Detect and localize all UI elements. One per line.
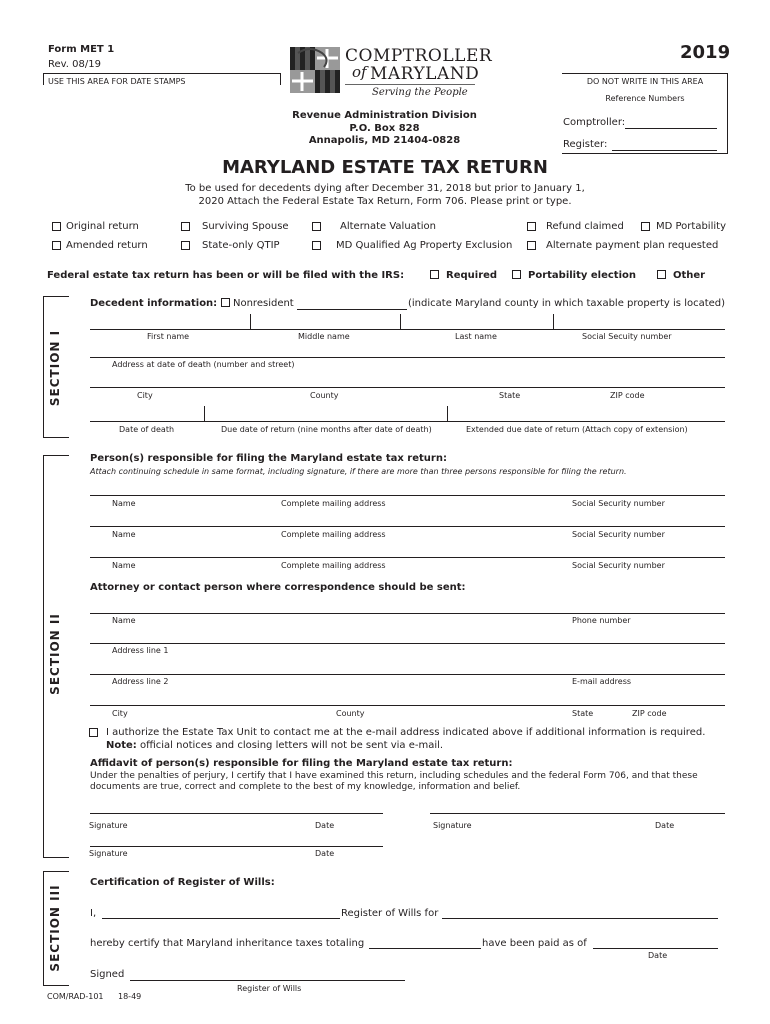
alternate-valuation-checkbox[interactable] (312, 222, 321, 231)
md-portability-label: MD Portability (656, 221, 726, 232)
logo-line2: MARYLAND (370, 64, 480, 84)
person-2-name-label: Name (112, 530, 136, 539)
portability-election-label: Portability election (528, 270, 636, 281)
date-stamp-area (43, 73, 280, 74)
po-box: P.O. Box 828 (349, 123, 420, 134)
nonresident-checkbox[interactable] (221, 298, 230, 307)
original-return-checkbox[interactable] (52, 222, 61, 231)
person-3-mailing-label: Complete mailing address (281, 561, 386, 570)
attorney-zip-label: ZIP code (632, 709, 667, 718)
attorney-address2-line[interactable] (90, 674, 725, 675)
amended-return-label: Amended return (66, 240, 148, 251)
state-qtip-checkbox[interactable] (181, 241, 190, 250)
attorney-phone-label: Phone number (572, 616, 631, 625)
logo-of: of (352, 63, 367, 81)
authorize-text: I authorize the Estate Tax Unit to contact me at the e-mail address indicated above if additional information is required. (106, 727, 706, 738)
last-name-label: Last name (455, 332, 497, 341)
md-portability-checkbox[interactable] (641, 222, 650, 231)
dates-line[interactable] (90, 421, 725, 422)
attorney-address2-label: Address line 2 (112, 677, 169, 686)
comptroller-label: Comptroller: (563, 117, 626, 128)
person-3-line[interactable] (90, 557, 725, 558)
due-date-label: Due date of return (nine months after date of death) (221, 425, 432, 434)
attorney-city-label: City (112, 709, 128, 718)
nonresident-label: Nonresident (233, 298, 294, 309)
other-checkbox[interactable] (657, 270, 666, 279)
division: Revenue Administration Division (292, 110, 477, 121)
person-1-mailing-label: Complete mailing address (281, 499, 386, 508)
person-2-mailing-label: Complete mailing address (281, 530, 386, 539)
certification-heading: Certification of Register of Wills: (90, 877, 275, 888)
attorney-email-label: E-mail address (572, 677, 632, 686)
paid-date-label: Date (648, 951, 668, 960)
register-label: Register: (563, 139, 608, 150)
attorney-name-line[interactable] (90, 613, 725, 614)
refund-claimed-label: Refund claimed (546, 221, 624, 232)
paid-date-field[interactable] (593, 948, 718, 949)
signature-3-line[interactable] (90, 846, 383, 847)
original-return-label: Original return (66, 221, 139, 232)
refund-claimed-checkbox[interactable] (527, 222, 536, 231)
amended-return-checkbox[interactable] (52, 241, 61, 250)
footer-number: 18-49 (118, 992, 142, 1001)
signature-1-label: Signature (89, 821, 128, 830)
attorney-city-line[interactable] (90, 705, 725, 706)
alt-payment-label: Alternate payment plan requested (546, 240, 719, 251)
register-name-field[interactable] (102, 918, 340, 919)
person-2-line[interactable] (90, 526, 725, 527)
attorney-heading: Attorney or contact person where correspondence should be sent: (90, 582, 466, 593)
form-title: MARYLAND ESTATE TAX RETURN (222, 157, 548, 178)
surviving-spouse-label: Surviving Spouse (202, 221, 289, 232)
name-line[interactable] (90, 329, 725, 330)
ssn-label: Social Secuity number (582, 332, 672, 341)
attorney-state-label: State (572, 709, 594, 718)
maryland-seal-icon (290, 47, 340, 93)
decedent-info-label: Decedent information: (90, 298, 218, 309)
year: 2019 (680, 42, 731, 63)
subtitle-line2: 2020 Attach the Federal Estate Tax Return, Form 706. Please print or type. (198, 196, 572, 207)
extended-due-label: Extended due date of return (Attach copy of extension) (466, 425, 688, 434)
taxes-total-field[interactable] (369, 948, 481, 949)
note-label: Note: (106, 740, 137, 751)
note-text: official notices and closing letters will not be sent via e-mail. (136, 740, 444, 751)
signature-3-label: Signature (89, 849, 128, 858)
logo-line1: COMPTROLLER (345, 46, 493, 66)
section-3-label: SECTION III (48, 884, 62, 972)
person-1-name-label: Name (112, 499, 136, 508)
register-county-field[interactable] (442, 918, 718, 919)
register-of-wills-label: Register of Wills (237, 984, 302, 993)
section-2-label: SECTION II (48, 613, 62, 695)
other-label: Other (673, 270, 706, 281)
affidavit-line1: Under the penalties of perjury, I certify that I have examined this return, including schedules and the federal Form 706, and that these (90, 771, 698, 781)
first-name-label: First name (147, 332, 190, 341)
register-of-wills-for: Register of Wills for (341, 908, 439, 919)
subtitle-line1: To be used for decedents dying after December 31, 2018 but prior to January 1, (185, 183, 585, 194)
authorize-email-checkbox[interactable] (89, 728, 98, 737)
md-ag-exclusion-checkbox[interactable] (312, 241, 321, 250)
city-label: City (137, 391, 153, 400)
federal-label: Federal estate tax return has been or will be filed with the IRS: (47, 270, 405, 281)
affidavit-line2: documents are true, correct and complete to the best of my knowledge, information and belief. (90, 782, 521, 792)
register-signature-field[interactable] (130, 980, 405, 981)
attorney-address1-label: Address line 1 (112, 646, 169, 655)
persons-heading: Person(s) responsible for filing the Maryland estate tax return: (90, 453, 447, 464)
county-label: County (310, 391, 339, 400)
do-not-write: DO NOT WRITE IN THIS AREA (586, 77, 704, 86)
city-line-field[interactable] (90, 387, 725, 388)
address-label: Address at date of death (number and street) (112, 360, 295, 369)
alternate-valuation-label: Alternate Valuation (340, 221, 436, 232)
register-field[interactable] (612, 150, 717, 151)
i-prefix: I, (90, 908, 97, 919)
person-3-ssn-label: Social Security number (572, 561, 665, 570)
logo-tagline: Serving the People (372, 87, 468, 98)
signed-label: Signed (90, 969, 125, 980)
attorney-name-label: Name (112, 616, 136, 625)
person-2-ssn-label: Social Security number (572, 530, 665, 539)
state-qtip-label: State-only QTIP (202, 240, 280, 251)
revision: Rev. 08/19 (48, 59, 101, 70)
state-label: State (499, 391, 521, 400)
county-note: (indicate Maryland county in which taxable property is located) (408, 298, 726, 309)
person-1-ssn-label: Social Security number (572, 499, 665, 508)
footer-code: COM/RAD-101 (47, 992, 104, 1001)
middle-name-label: Middle name (298, 332, 350, 341)
signature-2-label: Signature (433, 821, 472, 830)
form-id: Form MET 1 (48, 44, 115, 55)
nonresident-county-field[interactable] (297, 309, 407, 310)
portability-election-checkbox[interactable] (512, 270, 521, 279)
affidavit-heading: Affidavit of person(s) responsible for filing the Maryland estate tax return: (90, 758, 513, 769)
section-1-label: SECTION I (48, 329, 62, 407)
person-3-name-label: Name (112, 561, 136, 570)
reference-numbers: Reference Numbers (605, 94, 685, 103)
date-of-death-label: Date of death (119, 425, 175, 434)
note-line (106, 740, 443, 751)
signature-2-line[interactable] (430, 813, 725, 814)
date-1-label: Date (315, 821, 335, 830)
alt-payment-checkbox[interactable] (527, 241, 536, 250)
date-stamp-label: USE THIS AREA FOR DATE STAMPS (48, 77, 186, 86)
required-checkbox[interactable] (430, 270, 439, 279)
have-been-paid: have been paid as of (482, 938, 587, 949)
person-1-line[interactable] (90, 495, 725, 496)
surviving-spouse-checkbox[interactable] (181, 222, 190, 231)
required-label: Required (446, 270, 498, 281)
persons-note: Attach continuing schedule in same format, including signature, if there are more than three persons responsible for filing the return. (90, 467, 627, 476)
attorney-county-label: County (336, 709, 365, 718)
comptroller-field[interactable] (625, 128, 717, 129)
hereby-text: hereby certify that Maryland inheritance taxes totaling (90, 938, 365, 949)
attorney-address1-line[interactable] (90, 643, 725, 644)
signature-1-line[interactable] (90, 813, 383, 814)
date-2-label: Date (655, 821, 675, 830)
city-line: Annapolis, MD 21404-0828 (308, 135, 461, 146)
address-line[interactable] (90, 357, 725, 358)
md-ag-exclusion-label: MD Qualified Ag Property Exclusion (336, 240, 513, 251)
date-3-label: Date (315, 849, 335, 858)
zip-label: ZIP code (610, 391, 645, 400)
